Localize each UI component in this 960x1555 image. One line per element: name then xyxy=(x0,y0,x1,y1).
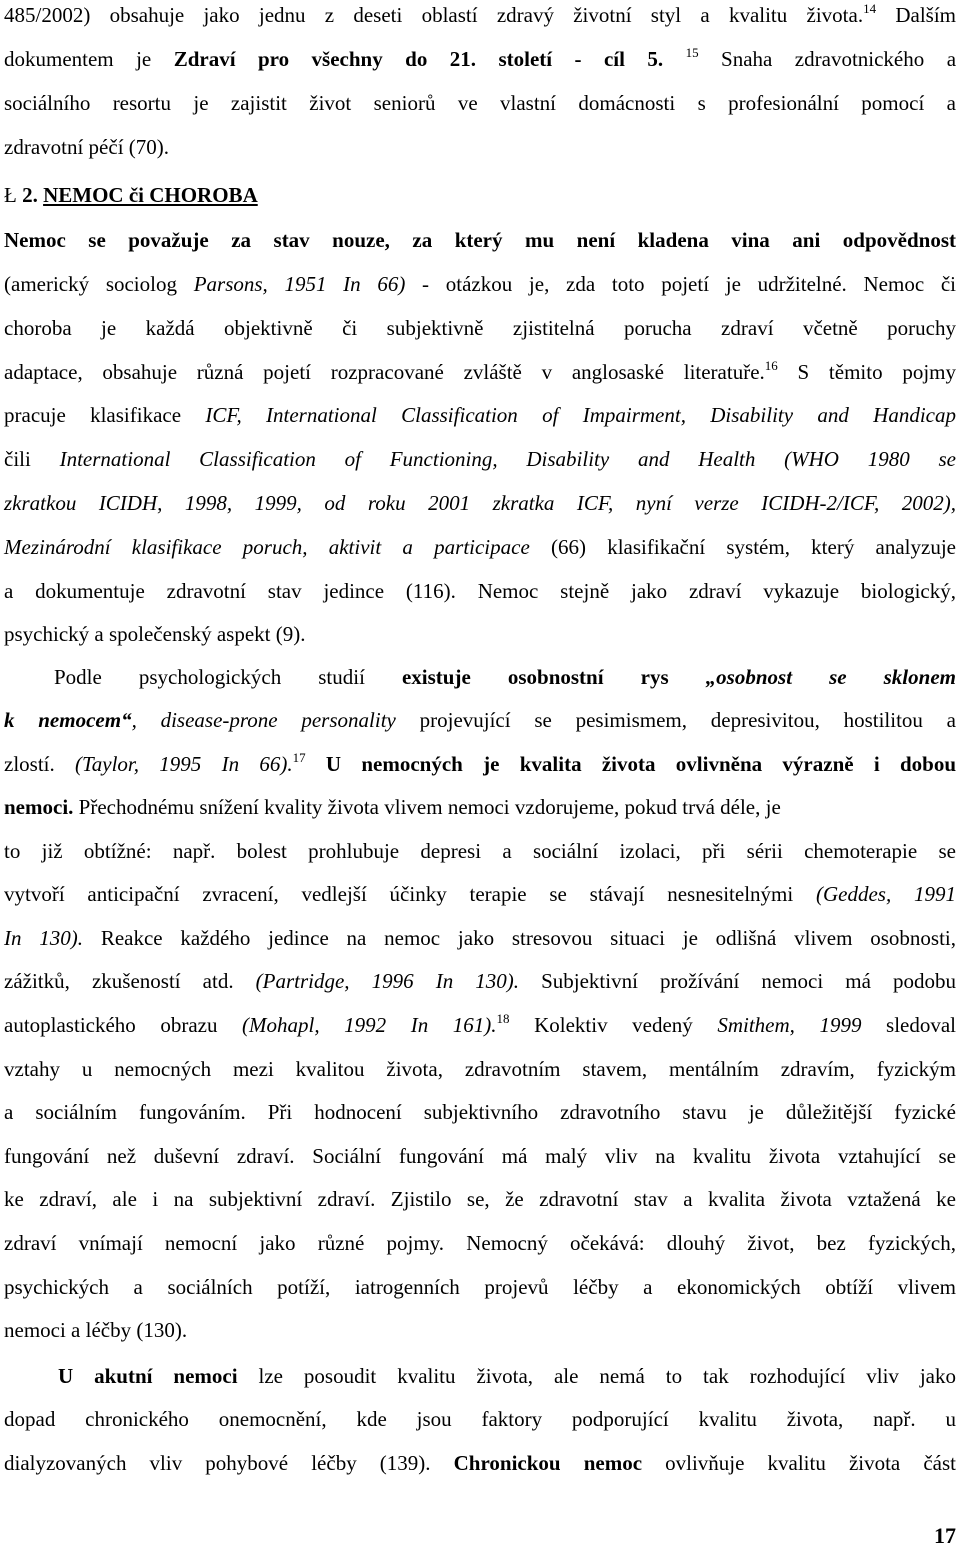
text-line: In 130). Reakce každého jedince na nemoc jako stresovou situaci je odlišná vlivem osobnosti, xyxy=(4,926,956,950)
text-line: adaptace, obsahuje různá pojetí rozpracované zvláště v anglosaské literatuře.$^{16}$ S těmito pojmy xyxy=(4,358,956,384)
text-line: nemoci. Přechodnému snížení kvality života vlivem nemoci vzdorujeme, pokud trvá déle, je xyxy=(4,795,781,819)
text-line: dopad chronického onemocnění, kde jsou faktory podporující kvalitu života, např. u xyxy=(4,1407,956,1431)
text-line: Podle psychologických studií existuje osobnostní rys „osobnost se sklonem xyxy=(54,665,956,689)
text-line: zlostí. (Taylor, 1995 In 66).$^{17}$ U nemocných je kvalita života ovlivněna výrazně i dobou xyxy=(4,750,957,776)
text-line: U akutní nemoci lze posoudit kvalitu života, ale nemá to tak rozhodující vliv jako xyxy=(58,1364,956,1388)
text-line: dokumentem je Zdraví pro všechny do 21. století - cíl 5. $^{15}$ Snaha zdravotnického a xyxy=(4,45,957,71)
text-line: pracuje klasifikace ICF, International Classification of Impairment, Disability and Handicap xyxy=(4,403,956,427)
text-line: (americký sociolog Parsons, 1951 In 66) - otázkou je, zda toto pojetí je udržitelné. Nemoc či xyxy=(4,272,956,296)
text-line: a dokumentuje zdravotní stav jedince (116). Nemoc stejně jako zdraví vykazuje biologický, xyxy=(4,579,956,603)
text-line: sociálního resortu je zajistit život seniorů ve vlastní domácnosti s profesionální pomocí a xyxy=(4,91,956,115)
text-line: zážitků, zkušeností atd. (Partridge, 1996 In 130). Subjektivní prožívání nemoci má podobu xyxy=(4,969,956,993)
page-number: 17 xyxy=(934,1523,956,1548)
text-line: psychický a společenský aspekt (9). xyxy=(4,622,306,646)
text-line: nemoci a léčby (130). xyxy=(4,1318,188,1342)
text-line: vztahy u nemocných mezi kvalitou života, zdravotním stavem, mentálním zdravím, fyzickým xyxy=(4,1057,956,1081)
text-line: k nemocem“, disease-prone personality projevující se pesimismem, depresivitou, hostilitou a xyxy=(4,708,956,732)
text-line: zdraví vnímají nemocní jako různé pojmy. Nemocný očekává: dlouhý život, bez fyzických, xyxy=(4,1231,956,1255)
section-heading xyxy=(4,180,956,210)
heading-marker: Ł xyxy=(4,183,17,207)
text-line: fungování než duševní zdraví. Sociální fungování má malý vliv na kvalitu života vztahující se xyxy=(4,1144,956,1168)
text-line: zdravotní péčí (70). xyxy=(4,135,170,159)
text-line: to již obtížné: např. bolest prohlubuje depresi a sociální izolaci, při sérii chemoterapie se xyxy=(4,839,956,863)
text-line: Mezinárodní klasifikace poruch, aktivit a participace (66) klasifikační systém, který analyzuje xyxy=(4,535,956,559)
text-line: vytvoří anticipační zvracení, vedlejší účinky terapie se stávají nesnesitelnými (Geddes, 1991 xyxy=(4,882,956,906)
text-line: choroba je každá objektivně či subjektivně zjistitelná porucha zdraví včetně poruchy xyxy=(4,316,956,340)
text-line: a sociálním fungováním. Při hodnocení subjektivního zdravotního stavu je důležitější fyzické xyxy=(4,1100,956,1124)
text-line: ke zdraví, ale i na subjektivní zdraví. Zjistilo se, že zdravotní stav a kvalita života vztažená ke xyxy=(4,1187,956,1211)
text-line: zkratkou ICIDH, 1998, 1999, od roku 2001 zkratka ICF, nyní verze ICIDH-2/ICF, 2002), xyxy=(4,491,956,515)
text-line: čili International Classification of Functioning, Disability and Health (WHO 1980 se xyxy=(4,447,956,471)
text-line: autoplastického obrazu (Mohapl, 1992 In 161).$^{18}$ Kolektiv vedený Smithem, 1999 sledoval xyxy=(4,1011,957,1037)
text-line: Nemoc se považuje za stav nouze, za který mu není kladena vina ani odpovědnost xyxy=(4,228,956,252)
heading-number: 2. xyxy=(22,183,38,207)
text-line: 485/2002) obsahuje jako jednu z deseti oblastí zdravý životní styl a kvalitu života.$^{14}$ Dalším xyxy=(4,1,957,27)
text-line: dialyzovaných vliv pohybové léčby (139). Chronickou nemoc ovlivňuje kvalitu života část xyxy=(4,1451,956,1475)
text-line: psychických a sociálních potíží, iatrogenních projevů léčby a ekonomických obtíží vlivem xyxy=(4,1275,956,1299)
heading-title: NEMOC či CHOROBA xyxy=(43,183,258,207)
